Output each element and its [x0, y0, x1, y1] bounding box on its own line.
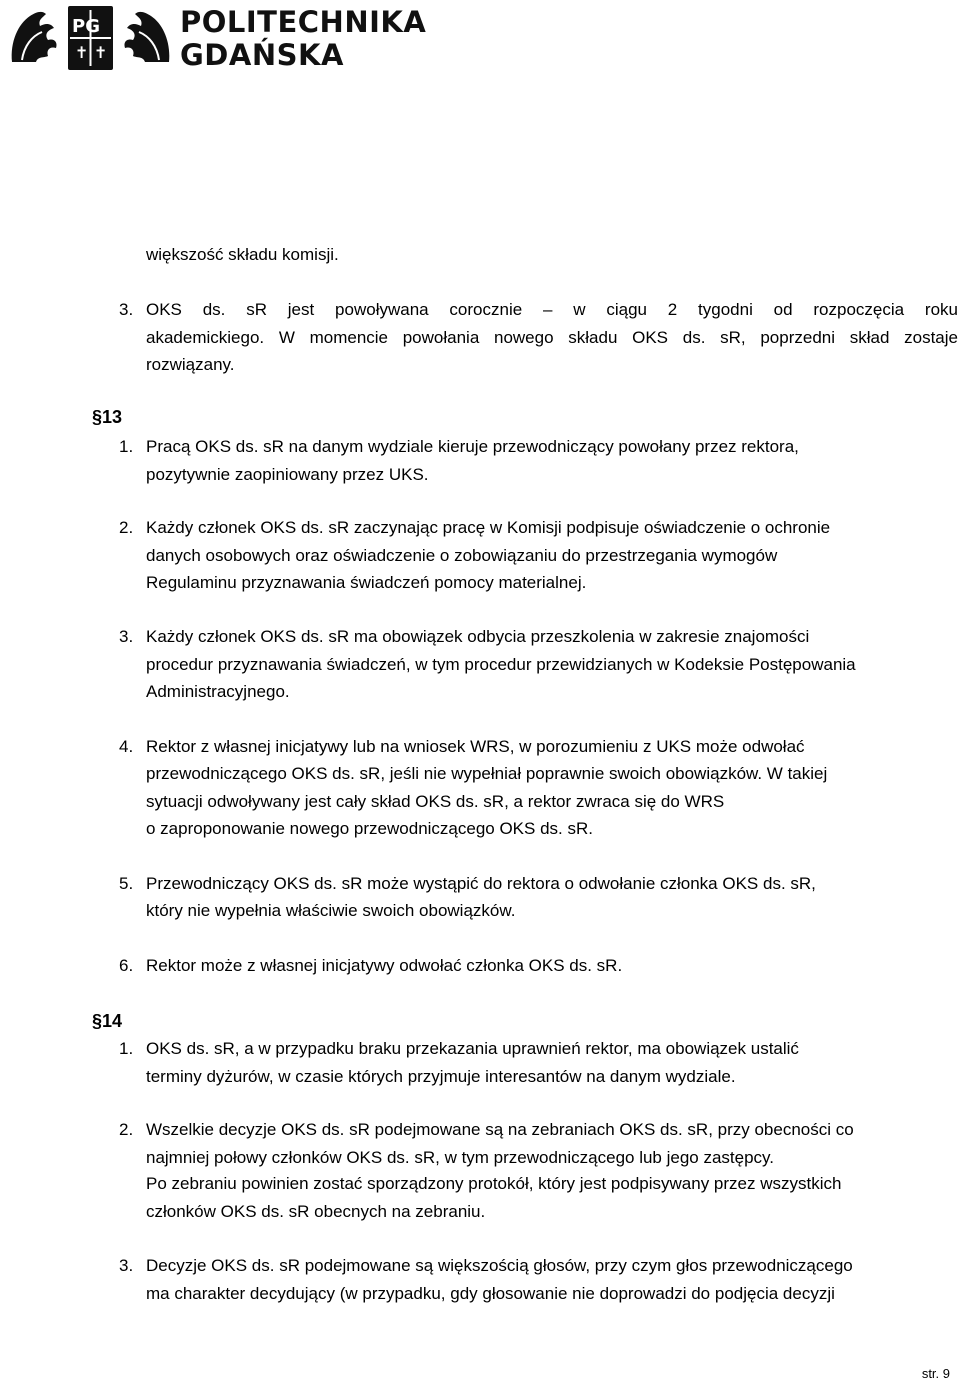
- university-logo: [8, 2, 427, 74]
- item-number: 6.: [119, 956, 134, 975]
- text-line: który nie wypełnia właściwie swoich obowiązków.: [146, 901, 516, 920]
- text-line: Pracą OKS ds. sR na danym wydziale kieruje przewodniczący powołany przez rektora,: [146, 437, 799, 456]
- text-line: Administracyjnego.: [146, 682, 290, 701]
- text-line: OKS ds. sR, a w przypadku braku przekazania uprawnień rektor, ma obowiązek ustalić: [146, 1039, 799, 1058]
- text-line: przewodniczącego OKS ds. sR, jeśli nie wypełniał poprawnie swoich obowiązków. W takiej: [146, 764, 828, 783]
- svg-text:✝: ✝: [94, 43, 108, 62]
- item-number: 3.: [119, 300, 134, 319]
- crest-icon: [8, 2, 173, 74]
- item-number: 3.: [119, 1256, 134, 1275]
- item-number: 3.: [119, 627, 134, 646]
- svg-text:PG: PG: [72, 16, 100, 37]
- text-line: większość składu komisji.: [146, 245, 339, 264]
- text-line: Rektor z własnej inicjatywy lub na wniosek WRS, w porozumieniu z UKS może odwołać: [146, 737, 805, 756]
- text-line: akademickiego. W momencie powołania nowego składu OKS ds. sR, poprzedni skład zostaje: [146, 328, 958, 347]
- text-line: ma charakter decydujący (w przypadku, gdy głosowanie nie doprowadzi do podjęcia decyzji: [146, 1284, 835, 1303]
- text-line: najmniej połowy członków OKS ds. sR, w tym przewodniczącego lub jego zastępcy.: [146, 1148, 775, 1167]
- svg-text:✝: ✝: [75, 43, 89, 62]
- logo-wordmark: [180, 6, 426, 72]
- text-line: terminy dyżurów, w czasie których przyjmuje interesantów na danym wydziale.: [146, 1067, 736, 1086]
- item-number: 5.: [119, 874, 134, 893]
- section-heading: [92, 406, 122, 428]
- section-number: §14: [92, 1011, 123, 1031]
- section-heading: [92, 1010, 122, 1032]
- section-number: §13: [92, 407, 123, 427]
- text-line: danych osobowych oraz oświadczenie o zobowiązaniu do przestrzegania wymogów: [146, 546, 778, 565]
- text-line: pozytywnie zaopiniowany przez UKS.: [146, 465, 429, 484]
- logo-line2: GDAŃSKA: [180, 38, 344, 72]
- text-line: Każdy członek OKS ds. sR ma obowiązek odbycia przeszkolenia w zakresie znajomości: [146, 627, 810, 646]
- logo-line1: POLITECHNIKA: [180, 5, 427, 39]
- item-number: 1.: [119, 437, 134, 456]
- text-line: rozwiązany.: [146, 355, 235, 374]
- text-line: procedur przyznawania świadczeń, w tym procedur przewidzianych w Kodeksie Postępowania: [146, 655, 856, 674]
- text-line: Rektor może z własnej inicjatywy odwołać członka OKS ds. sR.: [146, 956, 623, 975]
- page-number: str. 9: [921, 1366, 950, 1381]
- text-line: Regulaminu przyznawania świadczeń pomocy materialnej.: [146, 573, 587, 592]
- item-number: 4.: [119, 737, 134, 756]
- item-number: 2.: [119, 1120, 134, 1139]
- text-line: Każdy członek OKS ds. sR zaczynając pracę w Komisji podpisuje oświadczenie o ochronie: [146, 518, 831, 537]
- text-line: Przewodniczący OKS ds. sR może wystąpić do rektora o odwołanie członka OKS ds. sR,: [146, 874, 816, 893]
- text-line: OKS ds. sR jest powoływana corocznie – w ciągu 2 tygodni od rozpoczęcia roku: [146, 300, 958, 319]
- text-line: o zaproponowanie nowego przewodniczącego OKS ds. sR.: [146, 819, 593, 838]
- item-number: 2.: [119, 518, 134, 537]
- text-line: sytuacji odwoływany jest cały skład OKS ds. sR, a rektor zwraca się do WRS: [146, 792, 725, 811]
- text-line: Wszelkie decyzje OKS ds. sR podejmowane są na zebraniach OKS ds. sR, przy obecności co: [146, 1120, 854, 1139]
- text-line: Po zebraniu powinien zostać sporządzony protokół, który jest podpisywany przez wszystkich: [146, 1174, 842, 1193]
- item-number: 1.: [119, 1039, 134, 1058]
- text-line: członków OKS ds. sR obecnych na zebraniu.: [146, 1202, 486, 1221]
- text-line: Decyzje OKS ds. sR podejmowane są większością głosów, przy czym głos przewodniczącego: [146, 1256, 853, 1275]
